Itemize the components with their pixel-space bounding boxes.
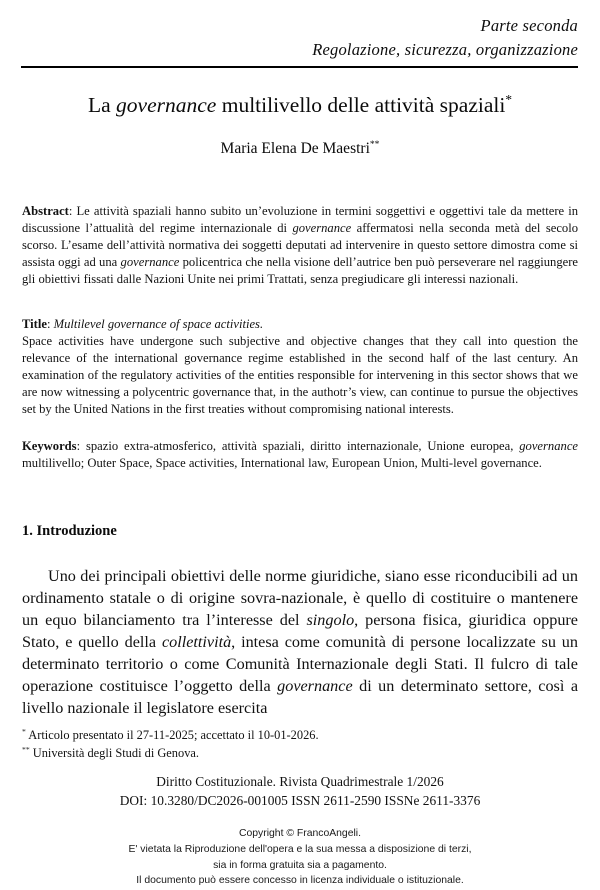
doi-issn-line: DOI: 10.3280/DC2026-001005 ISSN 2611-2590 ISSNe 2611-3376 bbox=[119, 793, 481, 809]
abstract-label: Abstract bbox=[22, 204, 69, 218]
footnote-text: Articolo presentato il 27-11-2025; accettato il 10-01-2026. bbox=[25, 728, 319, 742]
body-italic-3: governance bbox=[277, 676, 353, 695]
article-title-prefix: La bbox=[87, 93, 117, 117]
abstract-text-1: Le attività spaziali hanno subito un’evoluzione in termini soggettivi e oggettivi tale da mettere in discussione l’attualità del regime internazionale di bbox=[22, 204, 578, 235]
keywords-separator: : bbox=[76, 439, 86, 453]
english-title-text: Multilevel governance of space activities. bbox=[53, 317, 264, 331]
body-text-3: , intesa come comunità di persone localizzate su un determinato territorio o come Comunità Internazionale degli Stati. Il fulcro di tale operazione costituisce l’oggetto della bbox=[22, 632, 578, 695]
keywords-section bbox=[22, 438, 578, 472]
abstract-text-2: affermatosi nella seconda metà del secolo scorso. L’esame dell’attività normativa dei soggetti deputati ad intervenire in questo settore dimostra come si assista oggi ad una bbox=[22, 220, 579, 269]
footnote-text: Università degli Studi di Genova. bbox=[29, 745, 199, 760]
english-abstract-text: Space activities have undergone such subjective and objective changes that they call into question the relevance of the international governance regime established in the second half of the last century. An examination of the regulatory activities of the entities responsible for intervening in this sector shows that we are now witnessing a polycentric governance that, in the authotr’s view, can continue to pursue the objectives set by the United Nations in the first treaties without compromising national interests. bbox=[22, 333, 578, 416]
body-text-2: , persona fisica, giuridica oppure Stato, e quello della bbox=[22, 610, 578, 651]
body-paragraph bbox=[22, 566, 578, 720]
keywords-text-2: multilivello; Outer Space, Space activities, International law, European Union, Multi-level governance. bbox=[22, 455, 542, 470]
copyright-line: Il documento può essere concesso in licenza individuale o istituzionale. bbox=[136, 875, 464, 887]
abstract-section bbox=[22, 203, 578, 288]
footnote-area bbox=[22, 727, 578, 762]
abstract-italic-1: governance bbox=[292, 220, 352, 235]
abstract-separator: : bbox=[68, 204, 77, 218]
header-divider-rule bbox=[21, 66, 578, 68]
english-title-label: Title bbox=[22, 317, 47, 331]
footnote-item bbox=[22, 727, 578, 745]
body-italic-1: singolo bbox=[306, 610, 355, 629]
keywords-italic-1: governance bbox=[519, 439, 578, 453]
body-italic-2: collettività bbox=[161, 632, 232, 651]
footnote-marker: * bbox=[22, 726, 26, 736]
abstract-italic-2: governance bbox=[120, 254, 180, 269]
running-head-part: Parte seconda bbox=[480, 16, 578, 35]
journal-imprint bbox=[22, 772, 578, 810]
article-title-suffix: multilivello delle attività spaziali bbox=[216, 93, 506, 117]
article-title-footnote-marker: * bbox=[505, 91, 512, 107]
copyright-line: E' vietata la Riproduzione dell'opera e la sua messa a disposizione di terzi, bbox=[128, 843, 472, 855]
author-name: Maria Elena De Maestri bbox=[220, 140, 370, 157]
article-title-italic-term: governance bbox=[116, 93, 217, 117]
copyright-line: sia in forma gratuita sia a pagamento. bbox=[213, 859, 387, 871]
article-author bbox=[40, 140, 560, 158]
author-footnote-marker: ** bbox=[369, 138, 380, 150]
body-text-4: di un determinato settore, così a livello nazionale il legislatore esercita bbox=[22, 676, 579, 717]
english-title-separator: : bbox=[46, 317, 54, 331]
journal-name-issue: Diritto Costituzionale. Rivista Quadrimestrale 1/2026 bbox=[156, 774, 444, 789]
copyright-line: Copyright © FrancoAngeli. bbox=[238, 828, 361, 839]
body-text-1: Uno dei principali obiettivi delle norme giuridiche, siano esse riconducibili ad un ordinamento statale o di origine sovra-nazionale, è quello di costituire o mantenere un equo bilanciamento tra l’interesse del bbox=[22, 567, 578, 629]
section-heading-introduzione: 1. Introduzione bbox=[22, 523, 117, 539]
copyright-notice bbox=[22, 826, 578, 889]
keywords-text-1: spazio extra-atmosferico, attività spaziali, diritto internazionale, Unione europea, bbox=[85, 439, 520, 453]
english-abstract-section bbox=[22, 316, 578, 418]
footnote-marker: ** bbox=[22, 744, 30, 754]
footnote-item bbox=[22, 745, 578, 763]
running-head-section: Regolazione, sicurezza, organizzazione bbox=[312, 39, 578, 59]
article-title bbox=[40, 92, 560, 120]
abstract-text-3: policentrica che nella visione dell’autrice ben può perseverare nel raggiungere gli obiettivi fissati dalle Nazioni Unite nei primi Trattati, senza pregiudicare gli interessi nazionali. bbox=[22, 254, 579, 286]
running-head bbox=[22, 14, 578, 62]
keywords-label: Keywords bbox=[22, 439, 77, 453]
